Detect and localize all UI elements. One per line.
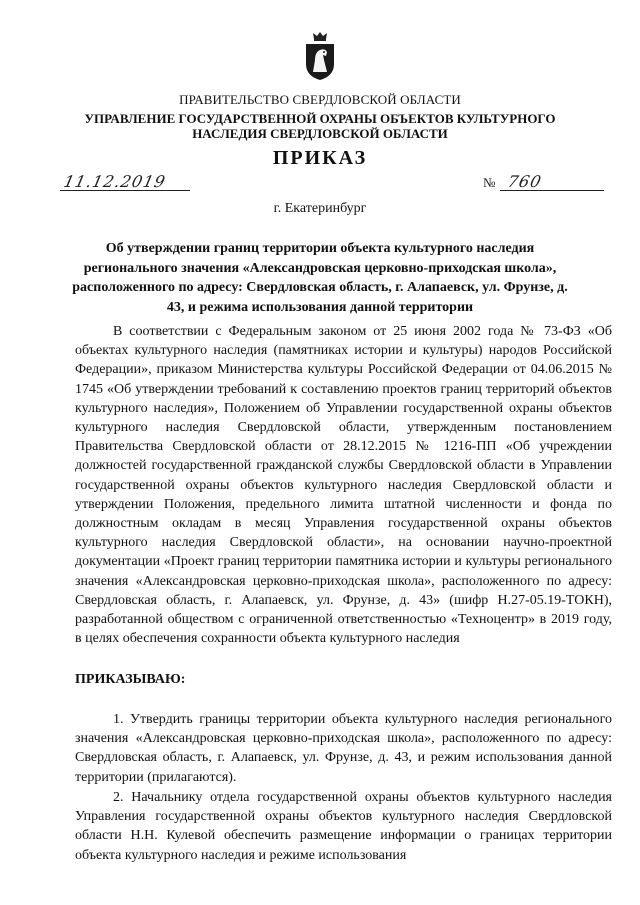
- order-date: 11.12.2019: [61, 172, 168, 191]
- order-item-2: 2. Начальнику отдела государственной охраны объектов культурного наследия Управления государственной охраны объектов культурного наследия Свердловской области Н.Н. Кулевой обеспечить размещение информации о границах территории объекта культурного наследия и режиме использования: [75, 790, 612, 863]
- order-item-1: 1. Утвердить границы территории объекта культурного наследия регионального значения «Александровская церковно-приходская школа», расположенного по адресу: Свердловская область, г. Алапаевск, ул. Фрунзе, д. 43, и режим использования данной территории (прилагаются).: [75, 712, 612, 785]
- order-number: 760: [505, 172, 544, 191]
- department-name: УПРАВЛЕНИЕ ГОСУДАРСТВЕННОЙ ОХРАНЫ ОБЪЕКТОВ КУЛЬТУРНОГО НАСЛЕДИЯ СВЕРДЛОВСКОЙ ОБЛАСТИ: [84, 111, 556, 141]
- city: г. Екатеринбург: [273, 201, 367, 216]
- document-title: ПРИКАЗ: [272, 147, 368, 169]
- decree-heading: ПРИКАЗЫВАЮ:: [75, 672, 186, 687]
- order-number-field: [500, 172, 604, 191]
- coat-of-arms-emblem: [303, 30, 337, 82]
- preamble-paragraph: В соответствии с Федеральным законом от 25 июня 2002 года № 73-ФЗ «Об объектах культурного наследия (памятниках истории и культуры) народов Российской Федерации», приказом Министерства культуры Российской Федерации от 04.06.2015 № 1745 «Об утверждении требований к составлению проектов границ территорий объектов культурного наследия», Положением об Управлении государственной охраны объектов культурного наследия Свердловской области, утвержденным постановлением Правительства Свердловской области от 28.12.2015 № 1216-ПП «Об учреждении должностей государственной гражданской службы Свердловской области в Управлении государственной охраны объектов культурного наследия Свердловской области и утверждении Положения, предельного лимита штатной численности и фонда по должностным окладам в месяц Управления государственной охраны объектов культурного наследия Свердловской области», на основании научно-проектной документации «Проект границ территории памятника истории и культуры регионального значения «Александровская церковно-приходская школа», расположенного по адресу: Свердловская область, г. Алапаевск, ул. Фрунзе, д. 43» (шифр Н.27-05.19-ТОКН), разработанной обществом с ограниченной ответственностью «Техноцентр» в 2019 году, в целях обеспечения сохранности объекта культурного наследия: [75, 324, 612, 647]
- order-subject: Об утверждении границ территории объекта культурного наследия регионального значения «Александровская церковно-приходская школа», расположенного по адресу: Свердловская область, г. Алапаевск, ул. Фрунзе, д. 43, и режима использования данной территории: [72, 241, 568, 315]
- government-name: ПРАВИТЕЛЬСТВО СВЕРДЛОВСКОЙ ОБЛАСТИ: [179, 92, 461, 107]
- order-date-field: [60, 172, 190, 191]
- number-label: №: [483, 175, 496, 190]
